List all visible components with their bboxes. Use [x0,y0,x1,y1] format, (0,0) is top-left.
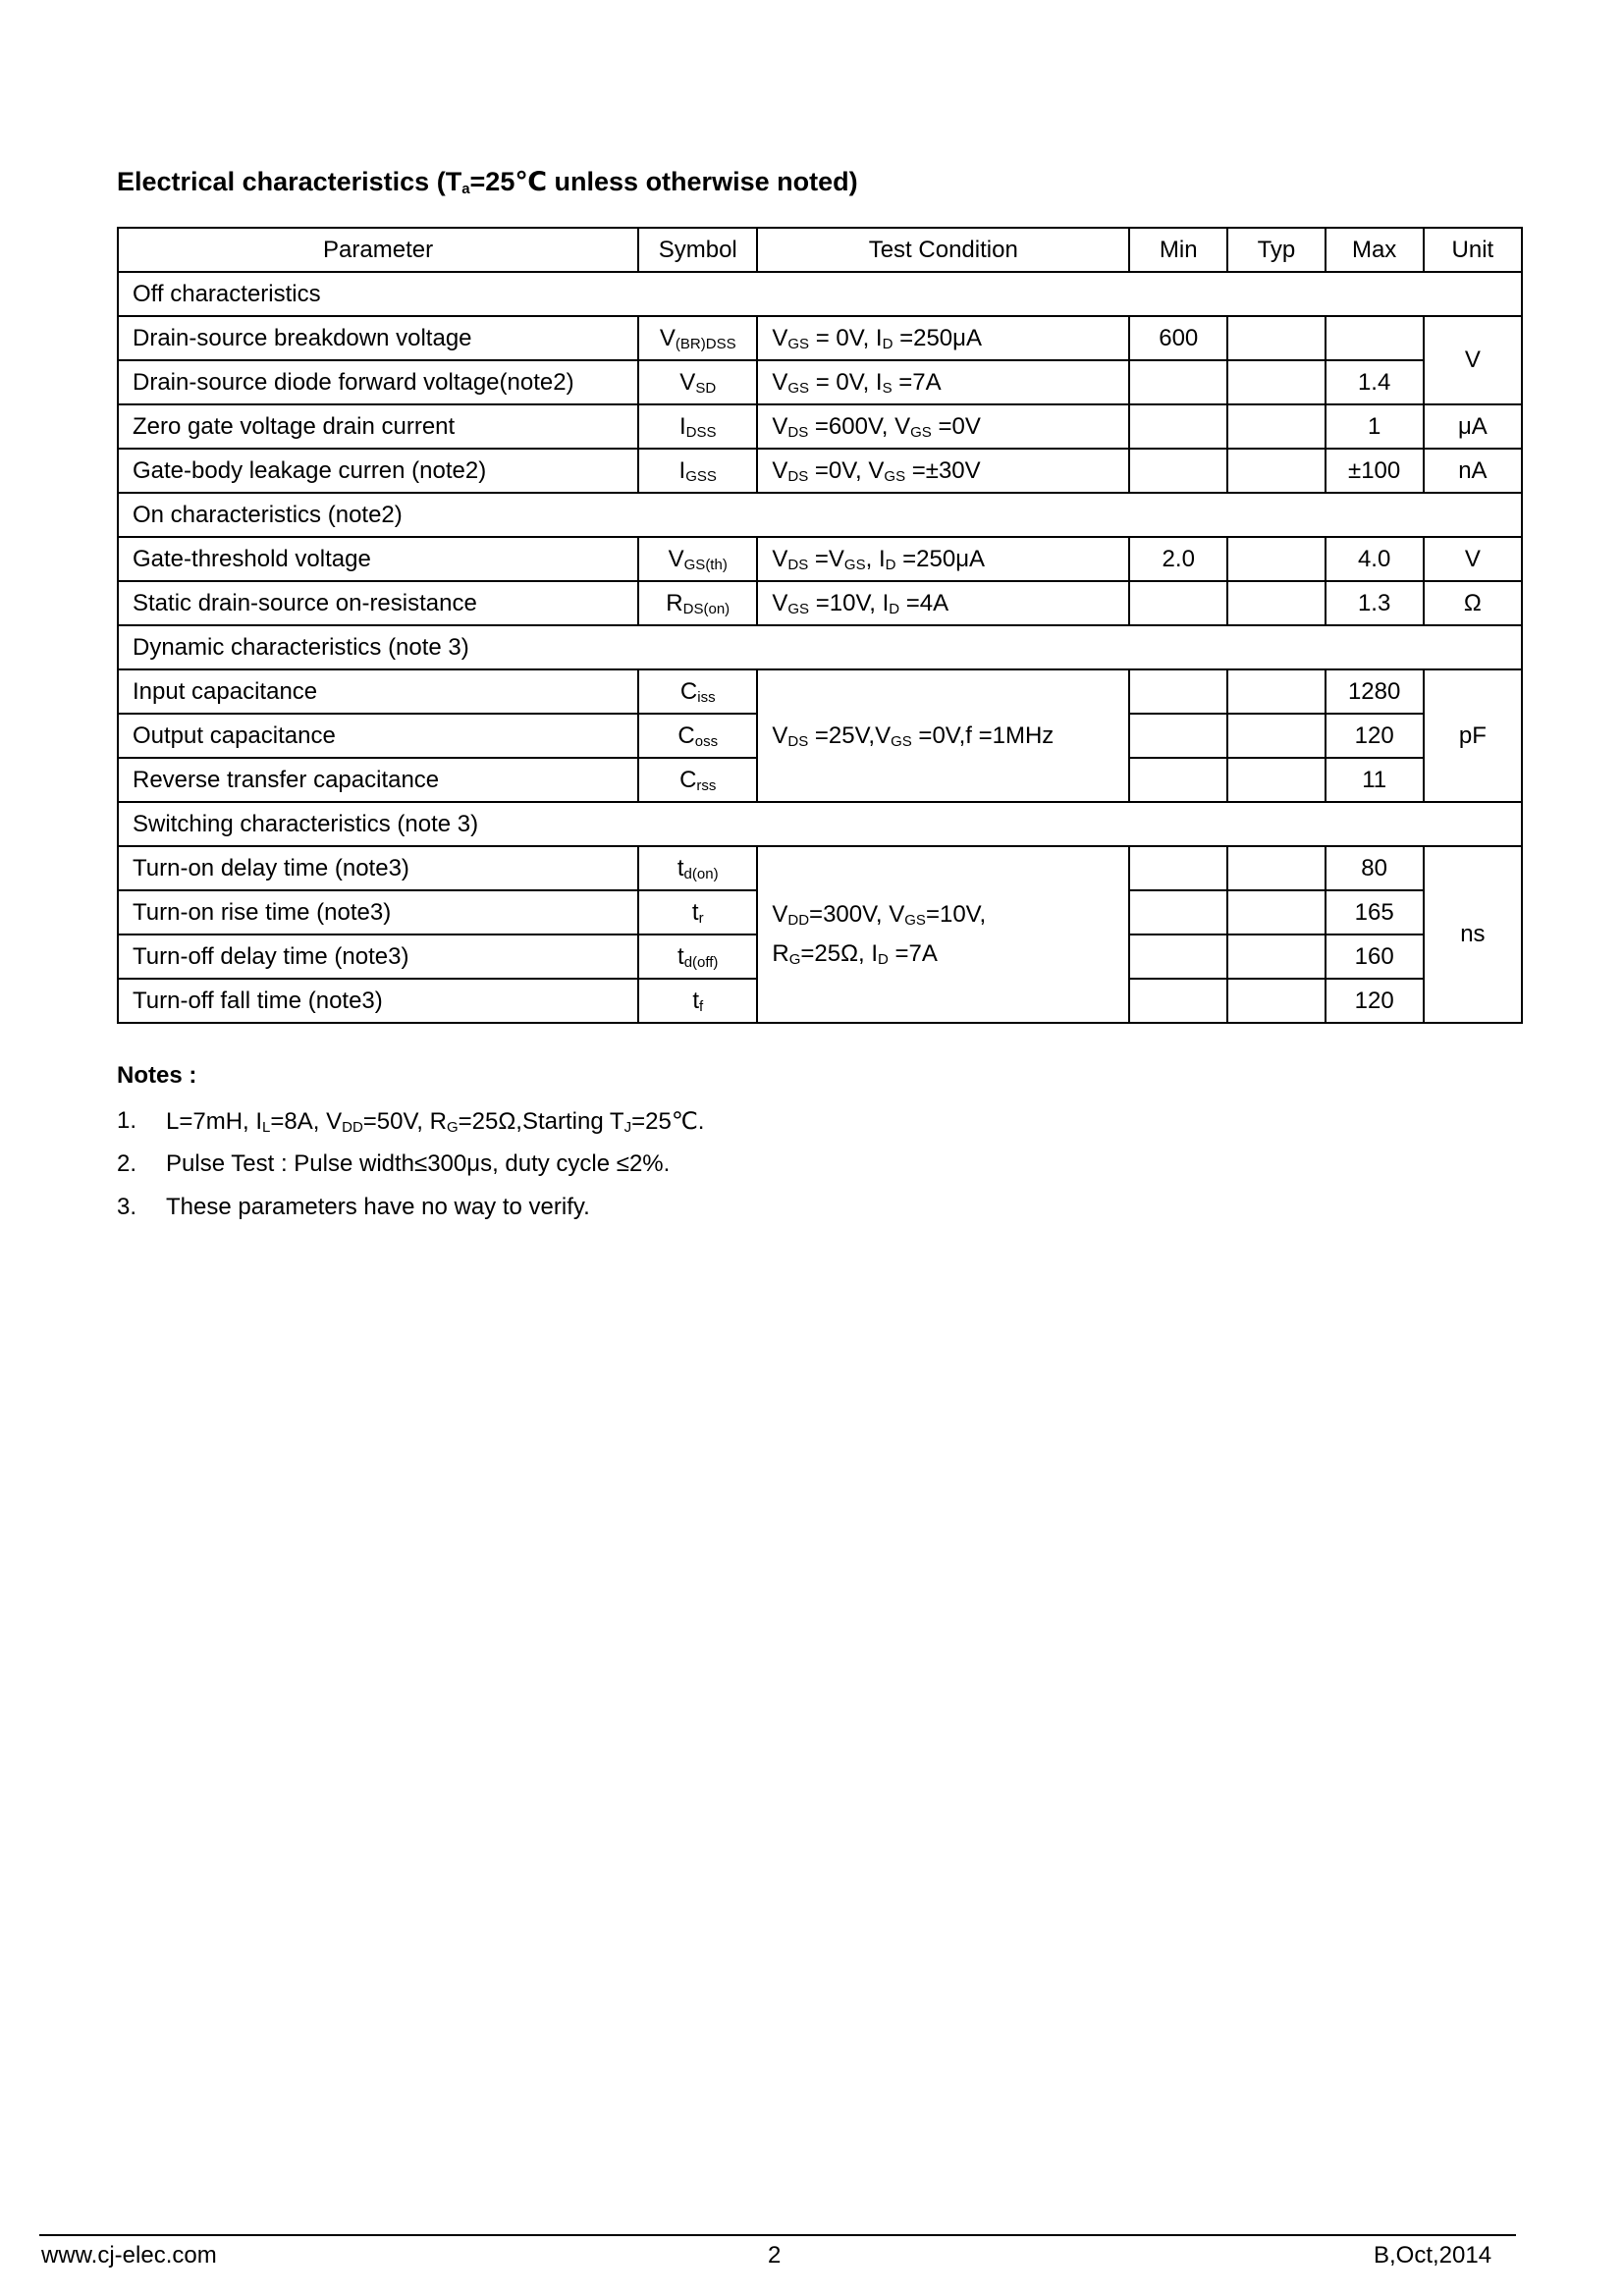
condition-cell: $V_{DS} =25V,V_{GS} =0V,f =1MHz$ [757,669,1129,802]
max-cell: ±100 [1326,449,1424,493]
max-cell: 1.4 [1326,360,1424,404]
max-cell: 160 [1326,934,1424,979]
param-cell: Drain-source diode forward voltage(note2) [118,360,638,404]
symbol-cell: $C_{oss}$ [638,714,757,758]
max-cell: 120 [1326,979,1424,1023]
min-cell: 2.0 [1129,537,1227,581]
condition-cell: $V_{GS} =10V$, $I_D =4A$ [757,581,1129,625]
notes-heading: Notes : [117,1062,197,1089]
symbol-cell: $t_f$ [638,979,757,1023]
condition-cell: $V_{GS} = 0V$, $I_D =250\mu A$ [757,316,1129,360]
param-cell: Gate-body leakage curren (note2) [118,449,638,493]
table-row [118,404,1522,449]
max-cell: 120 [1326,714,1424,758]
condition-cell: $V_{DD}=300V$, $V_{GS}=10V$, $R_G=25\Omega$, $I_D =7A$ [757,846,1129,1023]
typ-cell [1227,316,1325,360]
condition-cell: $V_{DS} =0V$, $V_{GS} =\pm 30V$ [757,449,1129,493]
symbol-cell: $R_{DS(on)}$ [638,581,757,625]
table-row [118,537,1522,581]
typ-cell [1227,979,1325,1023]
min-cell [1129,934,1227,979]
param-cell: Gate-threshold voltage [118,537,638,581]
typ-cell [1227,890,1325,934]
symbol-cell: $I_{DSS}$ [638,404,757,449]
typ-cell [1227,846,1325,890]
min-cell [1129,669,1227,714]
max-cell: 1.3 [1326,581,1424,625]
max-cell: 80 [1326,846,1424,890]
max-cell: 165 [1326,890,1424,934]
max-cell: 4.0 [1326,537,1424,581]
max-cell [1326,316,1424,360]
header-parameter: Parameter [118,228,638,272]
footer-revision: B,Oct,2014 [1374,2242,1492,2269]
min-cell [1129,714,1227,758]
symbol-cell: $t_{d(on)}$ [638,846,757,890]
param-cell: Output capacitance [118,714,638,758]
condition-cell: $V_{DS} =V_{GS}$, $I_D =250\mu A$ [757,537,1129,581]
note-1: 1. L=7mH, $I_L=8A$, $V_{DD}=50V$, $R_G=25\Omega,Starting$ $T_J=25℃$. [117,1107,705,1136]
min-cell: 600 [1129,316,1227,360]
symbol-cell: $t_r$ [638,890,757,934]
param-cell: Static drain-source on-resistance [118,581,638,625]
condition-cell: $V_{DS} =600V$, $V_{GS} =0V$ [757,404,1129,449]
typ-cell [1227,537,1325,581]
min-cell [1129,360,1227,404]
header-max: Max [1326,228,1424,272]
unit-cell: nA [1424,449,1522,493]
table-row [118,316,1522,360]
symbol-cell: $V_{(BR)DSS}$ [638,316,757,360]
note-2: 2. Pulse Test : Pulse width≤300μs, duty cycle ≤2%. [117,1150,671,1177]
typ-cell [1227,404,1325,449]
max-cell: 1280 [1326,669,1424,714]
section-on: On characteristics (note2) [118,493,1522,537]
header-symbol: Symbol [638,228,757,272]
min-cell [1129,979,1227,1023]
unit-cell: μA [1424,404,1522,449]
param-cell: Drain-source breakdown voltage [118,316,638,360]
unit-cell: V [1424,316,1522,404]
min-cell [1129,846,1227,890]
footer-page-number: 2 [768,2242,782,2269]
unit-cell: V [1424,537,1522,581]
max-cell: 11 [1326,758,1424,802]
symbol-cell: $C_{iss}$ [638,669,757,714]
section-dynamic: Dynamic characteristics (note 3) [118,625,1522,669]
electrical-characteristics-table [117,227,1523,1024]
typ-cell [1227,449,1325,493]
min-cell [1129,890,1227,934]
unit-cell: Ω [1424,581,1522,625]
symbol-cell: $t_{d(off)}$ [638,934,757,979]
param-cell: Turn-on rise time (note3) [118,890,638,934]
symbol-cell: $C_{rss}$ [638,758,757,802]
param-cell: Reverse transfer capacitance [118,758,638,802]
table-row [118,449,1522,493]
typ-cell [1227,360,1325,404]
table-row [118,581,1522,625]
param-cell: Turn-off fall time (note3) [118,979,638,1023]
section-switching: Switching characteristics (note 3) [118,802,1522,846]
symbol-cell: $V_{GS(th)}$ [638,537,757,581]
min-cell [1129,404,1227,449]
param-cell: Turn-on delay time (note3) [118,846,638,890]
footer-divider [39,2234,1516,2236]
table-row [118,669,1522,714]
section-off: Off characteristics [118,272,1522,316]
min-cell [1129,581,1227,625]
symbol-cell: $I_{GSS}$ [638,449,757,493]
symbol-cell: $V_{SD}$ [638,360,757,404]
param-cell: Zero gate voltage drain current [118,404,638,449]
typ-cell [1227,714,1325,758]
typ-cell [1227,934,1325,979]
notes-section [117,1062,704,1237]
header-typ: Typ [1227,228,1325,272]
param-cell: Input capacitance [118,669,638,714]
header-test-condition: Test Condition [757,228,1129,272]
note-3: 3. These parameters have no way to verify. [117,1194,590,1220]
table-row [118,846,1522,890]
typ-cell [1227,758,1325,802]
param-cell: Turn-off delay time (note3) [118,934,638,979]
unit-cell: pF [1424,669,1522,802]
header-min: Min [1129,228,1227,272]
footer-website: www.cj-elec.com [41,2242,217,2269]
typ-cell [1227,581,1325,625]
condition-cell: $V_{GS} = 0V$, $I_S =7A$ [757,360,1129,404]
min-cell [1129,758,1227,802]
unit-cell: ns [1424,846,1522,1023]
table-row [118,360,1522,404]
min-cell [1129,449,1227,493]
header-unit: Unit [1424,228,1522,272]
typ-cell [1227,669,1325,714]
max-cell: 1 [1326,404,1424,449]
table-header-row [118,228,1522,272]
page-title: Electrical characteristics ($T_a=25℃$ unless otherwise noted) [117,167,858,197]
